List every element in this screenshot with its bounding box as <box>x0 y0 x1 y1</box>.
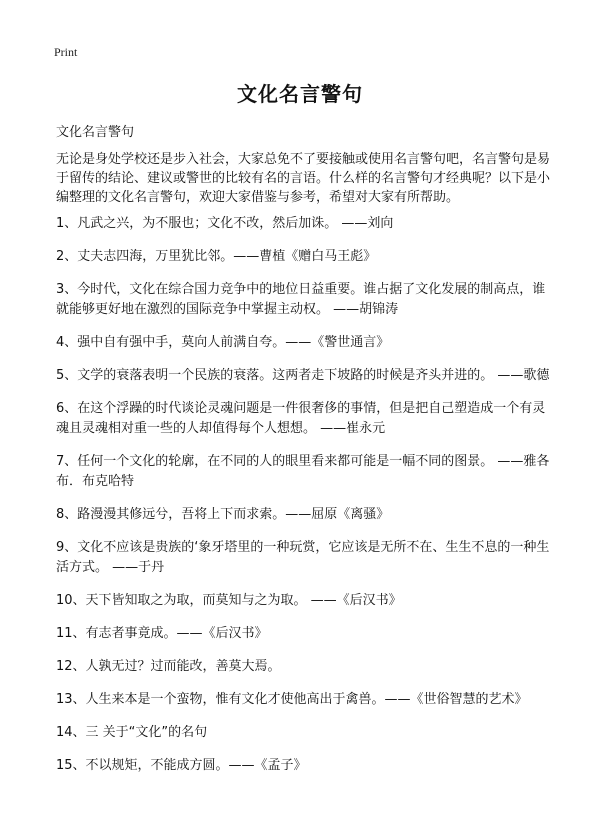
quote-item: 14、三 关于“文化”的名句 <box>56 725 208 740</box>
quote-item: 9、文化不应该是贵族的‘象牙塔里的一种玩赏，它应该是无所不在、生生不息的一种生活方式。 ——于丹 <box>56 540 550 575</box>
quote-item: 10、天下皆知取之为取，而莫知与之为取。 ——《后汉书》 <box>56 593 402 608</box>
quote-item: 1、凡武之兴，为不服也；文化不改，然后加诛。 ——刘向 <box>56 216 394 231</box>
quote-item: 3、今时代，文化在综合国力竞争中的地位日益重要。谁占据了文化发展的制高点，谁就能够更好地在激烈的国际竞争中掌握主动权。 ——胡锦涛 <box>56 282 546 317</box>
quote-list <box>56 214 550 789</box>
quote-item: 12、人孰无过？过而能改，善莫大焉。 <box>56 659 281 674</box>
quote-item: 7、任何一个文化的轮廓，在不同的人的眼里看来都可能是一幅不同的图景。 ——雅各布．布克哈特 <box>56 454 550 489</box>
quote-item: 5、文学的衰落表明一个民族的衰落。这两者走下坡路的时候是齐头并进的。 ——歌德 <box>56 368 550 383</box>
page-title: 文化名言警句 <box>237 82 363 106</box>
intro-paragraph: 无论是身处学校还是步入社会，大家总免不了要接触或使用名言警句吧，名言警句是易于留传的结论、建议或警世的比较有名的言语。什么样的名言警句才经典呢？以下是小编整理的文化名言警句，欢迎大家借鉴与参考，希望对大家有所帮助。 <box>56 152 551 205</box>
quote-item: 2、丈夫志四海，万里犹比邻。——曹植《赠白马王彪》 <box>56 249 377 264</box>
quote-item: 11、有志者事竟成。——《后汉书》 <box>56 626 268 641</box>
quote-item: 4、强中自有强中手，莫向人前满自夸。——《警世通言》 <box>56 335 390 350</box>
print-link[interactable]: Print <box>54 45 78 59</box>
quote-item: 6、在这个浮躁的时代谈论灵魂问题是一件很奢侈的事情，但是把自己塑造成一个有灵魂且灵魂相对重一些的人却值得每个人想想。 ——崔永元 <box>56 401 546 436</box>
quote-item: 13、人生来本是一个蛮物，惟有文化才使他高出于禽兽。——《世俗智慧的艺术》 <box>56 692 528 707</box>
quote-item: 15、不以规矩，不能成方圆。——《孟子》 <box>56 758 307 773</box>
document-subtitle: 文化名言警句 <box>56 125 135 140</box>
quote-item: 8、路漫漫其修远兮，吾将上下而求索。——屈原《离骚》 <box>56 507 390 522</box>
